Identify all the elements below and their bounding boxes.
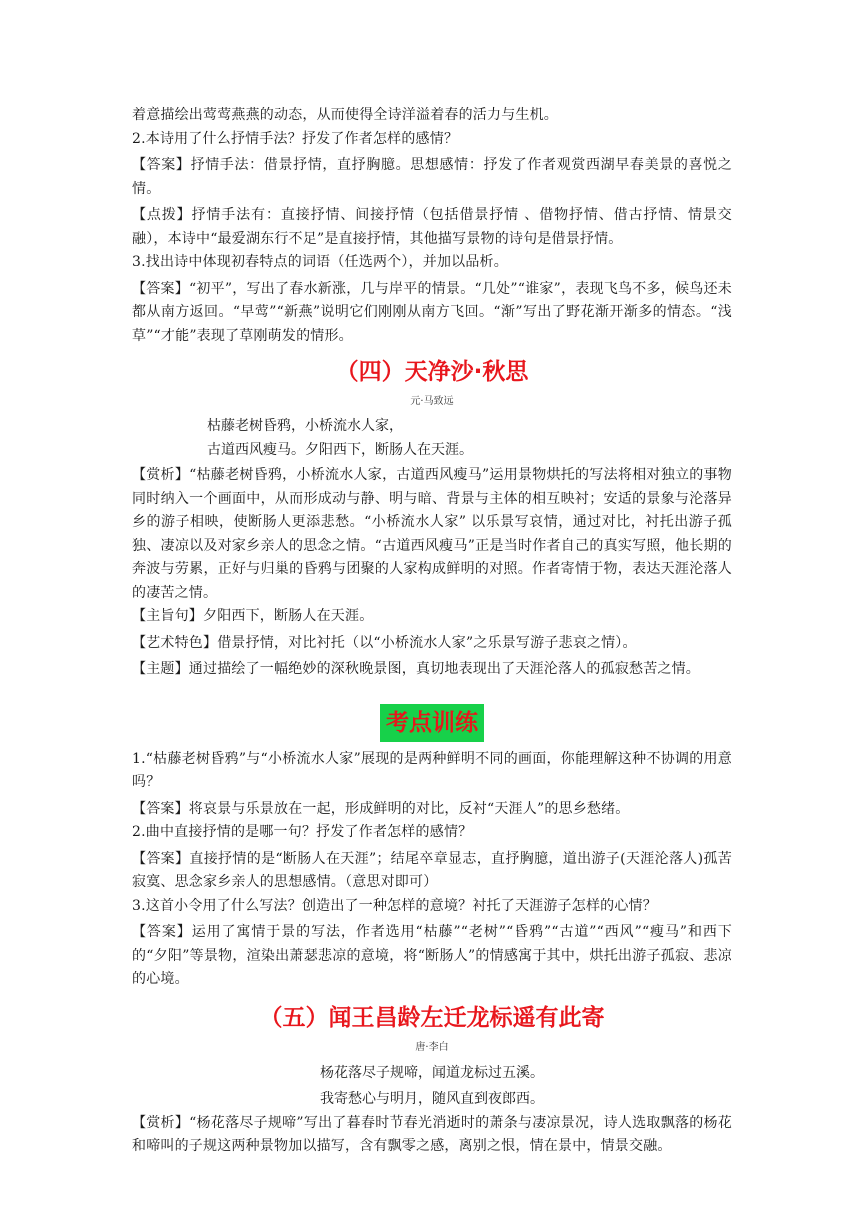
theme-sentence: 【主旨句】夕阳西下，断肠人在天涯。 xyxy=(132,608,374,624)
question-2: 2.本诗用了什么抒情手法？抒发了作者怎样的感情？ xyxy=(132,130,459,147)
art-feature: 【艺术特色】借景抒情，对比衬托（以“小桥流水人家”之乐景写游子悲哀之情）。 xyxy=(132,634,637,651)
hint: 【点拨】抒情手法有：直接抒情、间接抒情（包括借景抒情 、借物抒情、借古抒情、情景交融），本诗中“最爱湖东行不足”是直接抒情，其他描写景物的诗句是借景抒情。 xyxy=(132,207,732,247)
appreciation-4: 【赏析】“枯藤老树昏鸦，小桥流水人家，古道西风瘦马”运用景物烘托的写法将相对独立的事物同时纳入一个画面中，从而形成动与静、明与暗、背景与主体的相互映衬；安适的景象与沦落异乡的游子相映，使断肠人更添悲愁。“小桥流水人家” 以乐景写哀情，通过对比，衬托出游子孤独、凄凉以及对家乡亲人的思念之情。“古道西风瘦马”正是当时作者自己的真实写照，他长期的奔波与劳累，正好与归巢的昏鸦与团聚的人家构成鲜明的对照。作者寄情于物，表达天涯沦落人的凄苦之情。 xyxy=(132,467,732,601)
training-answer: 【答案】直接抒情的是“断肠人在天涯”；结尾卒章显志，直抒胸臆，道出游子(天涯沦落人)孤苦寂寞、思念家乡亲人的思想感情。（意思对即可） xyxy=(132,850,732,890)
poem-line: 我寄愁心与明月，随风直到夜郎西。 xyxy=(320,1090,544,1107)
poem-author-5: 唐·李白 xyxy=(415,1041,449,1053)
training-question: 3.这首小令用了什么写法？创造出了一种怎样的意境？衬托了天涯游子怎样的心情？ xyxy=(132,897,657,914)
training-answer: 【答案】运用了寓情于景的写法，作者选用“枯藤”“老树”“昏鸦”“古道”“西风”“瘦马”和西下的“夕阳”等景物，渲染出萧瑟悲凉的意境，将“断肠人”的情感寓于其中，烘托出游子孤寂、悲凉的心境。 xyxy=(132,924,732,987)
training-question: 2.曲中直接抒情的是哪一句？抒发了作者怎样的感情？ xyxy=(132,824,473,840)
section-title-4: （四）天净沙·秋思 xyxy=(335,359,529,385)
training-label: 考点训练 xyxy=(380,704,484,742)
poem-author-4: 元·马致远 xyxy=(410,396,454,407)
poem-line: 杨花落尽子规啼，闻道龙标过五溪。 xyxy=(320,1064,544,1081)
document-page xyxy=(132,104,732,1159)
text-line: 着意描绘出莺莺燕燕的动态，从而使得全诗洋溢着春的活力与生机。 xyxy=(132,107,558,123)
poem-line: 古道西风瘦马。夕阳西下，断肠人在天涯。 xyxy=(207,442,473,458)
section-title-5: （五）闻王昌龄左迁龙标遥有此寄 xyxy=(259,1004,605,1031)
training-answer: 【答案】将哀景与乐景放在一起，形成鲜明的对比，反衬“天涯人”的思乡愁绪。 xyxy=(132,800,630,817)
question-3: 3.找出诗中体现初春特点的词语（任选两个），并加以品析。 xyxy=(132,254,508,270)
training-question: 1.“枯藤老树昏鸦”与“小桥流水人家”展现的是两种鲜明不同的画面，你能理解这种不协调的用意吗？ xyxy=(132,750,732,790)
answer-3: 【答案】“初平”，写出了春水新涨，几与岸平的情景。“几处”“谁家”，表现飞鸟不多，候鸟还未都从南方返回。“早莺”“新燕”说明它们刚刚从南方飞回。“渐”写出了野花渐开渐多的情态。“浅草”“才能”表现了草刚萌发的情形。 xyxy=(132,280,732,344)
appreciation-5: 【赏析】“杨花落尽子规啼”写出了暮春时节春光消逝时的萧条与凄凉景况，诗人选取飘落的杨花和啼叫的子规这两种景物加以描写，含有飘零之感，离别之恨，情在景中，情景交融。 xyxy=(132,1114,732,1154)
poem-line: 枯藤老树昏鸦，小桥流水人家， xyxy=(207,418,403,434)
training-heading xyxy=(132,704,732,742)
answer-2: 【答案】抒情手法：借景抒情，直抒胸臆。思想感情：抒发了作者观赏西湖早春美景的喜悦之情。 xyxy=(132,157,732,197)
theme: 【主题】通过描绘了一幅绝妙的深秋晚景图，真切地表现出了天涯沦落人的孤寂愁苦之情。 xyxy=(132,661,700,677)
